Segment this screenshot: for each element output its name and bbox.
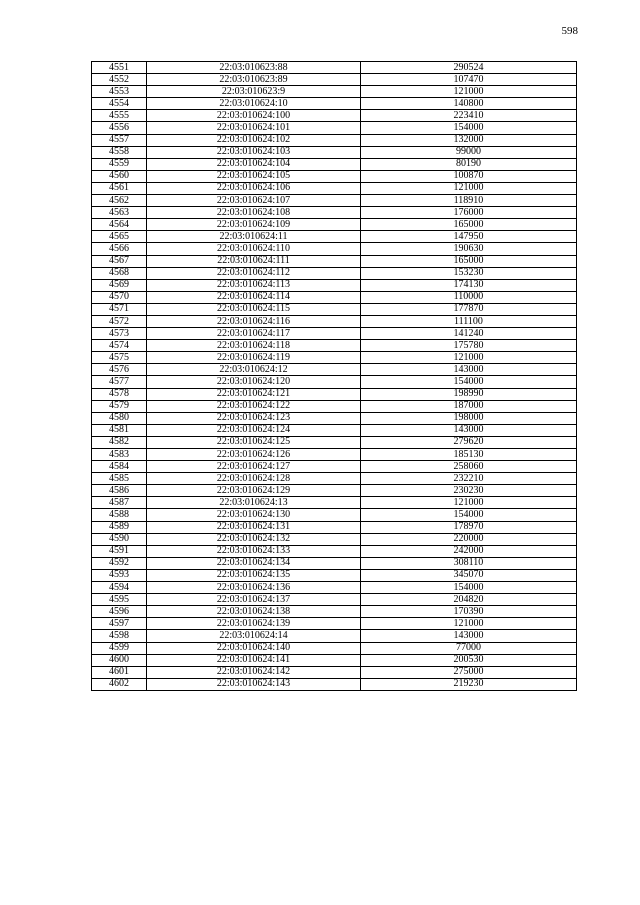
row-number-cell: 4553 [92, 86, 147, 98]
value-cell: 121000 [361, 618, 577, 630]
table-row [92, 315, 577, 327]
value-cell: 178970 [361, 521, 577, 533]
value-cell: 290524 [361, 62, 577, 74]
row-number-cell: 4592 [92, 557, 147, 569]
row-number-cell: 4577 [92, 376, 147, 388]
cadastral-number-cell: 22:03:010624:131 [147, 521, 361, 533]
row-number-cell: 4564 [92, 219, 147, 231]
value-cell: 80190 [361, 158, 577, 170]
row-number-cell: 4558 [92, 146, 147, 158]
value-cell: 141240 [361, 328, 577, 340]
value-cell: 198000 [361, 412, 577, 424]
row-number-cell: 4563 [92, 207, 147, 219]
cadastral-number-cell: 22:03:010624:134 [147, 557, 361, 569]
table-row [92, 207, 577, 219]
row-number-cell: 4582 [92, 436, 147, 448]
value-cell: 100870 [361, 170, 577, 182]
cadastral-number-cell: 22:03:010624:137 [147, 594, 361, 606]
value-cell: 223410 [361, 110, 577, 122]
row-number-cell: 4598 [92, 630, 147, 642]
table-row [92, 521, 577, 533]
table-row [92, 436, 577, 448]
value-cell: 143000 [361, 630, 577, 642]
value-cell: 204820 [361, 594, 577, 606]
row-number-cell: 4591 [92, 545, 147, 557]
cadastral-number-cell: 22:03:010624:111 [147, 255, 361, 267]
value-cell: 121000 [361, 86, 577, 98]
table-row [92, 678, 577, 690]
cadastral-number-cell: 22:03:010624:109 [147, 219, 361, 231]
cadastral-number-cell: 22:03:010624:101 [147, 122, 361, 134]
value-cell: 220000 [361, 533, 577, 545]
row-number-cell: 4569 [92, 279, 147, 291]
row-number-cell: 4578 [92, 388, 147, 400]
cadastral-number-cell: 22:03:010624:129 [147, 485, 361, 497]
value-cell: 308110 [361, 557, 577, 569]
table-row [92, 158, 577, 170]
table-row [92, 485, 577, 497]
table-row [92, 557, 577, 569]
row-number-cell: 4594 [92, 582, 147, 594]
value-cell: 230230 [361, 485, 577, 497]
value-cell: 345070 [361, 569, 577, 581]
row-number-cell: 4565 [92, 231, 147, 243]
row-number-cell: 4600 [92, 654, 147, 666]
cadastral-number-cell: 22:03:010624:128 [147, 473, 361, 485]
cadastral-number-cell: 22:03:010624:105 [147, 170, 361, 182]
cadastral-number-cell: 22:03:010624:136 [147, 582, 361, 594]
cadastral-number-cell: 22:03:010623:9 [147, 86, 361, 98]
table-row [92, 146, 577, 158]
table-row [92, 74, 577, 86]
table-row [92, 388, 577, 400]
table-row [92, 182, 577, 194]
table-row [92, 497, 577, 509]
value-cell: 107470 [361, 74, 577, 86]
value-cell: 154000 [361, 582, 577, 594]
row-number-cell: 4587 [92, 497, 147, 509]
value-cell: 242000 [361, 545, 577, 557]
row-number-cell: 4562 [92, 195, 147, 207]
row-number-cell: 4580 [92, 412, 147, 424]
row-number-cell: 4575 [92, 352, 147, 364]
table-row [92, 243, 577, 255]
value-cell: 99000 [361, 146, 577, 158]
cadastral-number-cell: 22:03:010624:125 [147, 436, 361, 448]
row-number-cell: 4583 [92, 449, 147, 461]
table-row [92, 654, 577, 666]
page-number: 598 [561, 25, 578, 37]
value-cell: 143000 [361, 364, 577, 376]
table-row [92, 352, 577, 364]
value-cell: 147950 [361, 231, 577, 243]
row-number-cell: 4555 [92, 110, 147, 122]
cadastral-number-cell: 22:03:010624:103 [147, 146, 361, 158]
cadastral-number-cell: 22:03:010624:123 [147, 412, 361, 424]
value-cell: 185130 [361, 449, 577, 461]
cadastral-number-cell: 22:03:010623:89 [147, 74, 361, 86]
cadastral-number-cell: 22:03:010624:138 [147, 606, 361, 618]
table-row [92, 666, 577, 678]
value-cell: 175780 [361, 340, 577, 352]
row-number-cell: 4557 [92, 134, 147, 146]
row-number-cell: 4559 [92, 158, 147, 170]
row-number-cell: 4566 [92, 243, 147, 255]
row-number-cell: 4551 [92, 62, 147, 74]
cadastral-number-cell: 22:03:010624:11 [147, 231, 361, 243]
row-number-cell: 4576 [92, 364, 147, 376]
cadastral-number-cell: 22:03:010624:116 [147, 315, 361, 327]
row-number-cell: 4571 [92, 303, 147, 315]
cadastral-number-cell: 22:03:010624:12 [147, 364, 361, 376]
table-row [92, 364, 577, 376]
row-number-cell: 4584 [92, 461, 147, 473]
table-row [92, 533, 577, 545]
cadastral-number-cell: 22:03:010624:130 [147, 509, 361, 521]
registry-table-body [92, 62, 577, 691]
cadastral-number-cell: 22:03:010624:118 [147, 340, 361, 352]
cadastral-number-cell: 22:03:010624:142 [147, 666, 361, 678]
value-cell: 165000 [361, 219, 577, 231]
value-cell: 232210 [361, 473, 577, 485]
value-cell: 176000 [361, 207, 577, 219]
cadastral-number-cell: 22:03:010624:140 [147, 642, 361, 654]
row-number-cell: 4593 [92, 569, 147, 581]
cadastral-number-cell: 22:03:010624:13 [147, 497, 361, 509]
value-cell: 190630 [361, 243, 577, 255]
value-cell: 118910 [361, 195, 577, 207]
table-row [92, 86, 577, 98]
cadastral-number-cell: 22:03:010624:141 [147, 654, 361, 666]
cadastral-number-cell: 22:03:010624:119 [147, 352, 361, 364]
cadastral-number-cell: 22:03:010624:117 [147, 328, 361, 340]
table-row [92, 449, 577, 461]
value-cell: 154000 [361, 122, 577, 134]
value-cell: 187000 [361, 400, 577, 412]
value-cell: 174130 [361, 279, 577, 291]
table-row [92, 642, 577, 654]
value-cell: 177870 [361, 303, 577, 315]
table-row [92, 279, 577, 291]
row-number-cell: 4561 [92, 182, 147, 194]
cadastral-number-cell: 22:03:010624:120 [147, 376, 361, 388]
value-cell: 110000 [361, 291, 577, 303]
value-cell: 121000 [361, 182, 577, 194]
row-number-cell: 4579 [92, 400, 147, 412]
registry-table [91, 61, 577, 691]
row-number-cell: 4556 [92, 122, 147, 134]
row-number-cell: 4567 [92, 255, 147, 267]
table-row [92, 340, 577, 352]
table-row [92, 509, 577, 521]
table-row [92, 303, 577, 315]
value-cell: 153230 [361, 267, 577, 279]
value-cell: 165000 [361, 255, 577, 267]
table-row [92, 134, 577, 146]
row-number-cell: 4589 [92, 521, 147, 533]
cadastral-number-cell: 22:03:010624:14 [147, 630, 361, 642]
value-cell: 200530 [361, 654, 577, 666]
table-row [92, 461, 577, 473]
cadastral-number-cell: 22:03:010624:127 [147, 461, 361, 473]
cadastral-number-cell: 22:03:010624:100 [147, 110, 361, 122]
table-row [92, 170, 577, 182]
cadastral-number-cell: 22:03:010624:10 [147, 98, 361, 110]
row-number-cell: 4560 [92, 170, 147, 182]
row-number-cell: 4597 [92, 618, 147, 630]
row-number-cell: 4590 [92, 533, 147, 545]
table-row [92, 400, 577, 412]
table-row [92, 231, 577, 243]
cadastral-number-cell: 22:03:010624:121 [147, 388, 361, 400]
cadastral-number-cell: 22:03:010624:124 [147, 424, 361, 436]
value-cell: 140800 [361, 98, 577, 110]
value-cell: 154000 [361, 509, 577, 521]
row-number-cell: 4573 [92, 328, 147, 340]
table-row [92, 569, 577, 581]
table-row [92, 606, 577, 618]
value-cell: 279620 [361, 436, 577, 448]
row-number-cell: 4601 [92, 666, 147, 678]
row-number-cell: 4588 [92, 509, 147, 521]
value-cell: 143000 [361, 424, 577, 436]
cadastral-number-cell: 22:03:010624:126 [147, 449, 361, 461]
cadastral-number-cell: 22:03:010624:106 [147, 182, 361, 194]
row-number-cell: 4574 [92, 340, 147, 352]
value-cell: 132000 [361, 134, 577, 146]
cadastral-number-cell: 22:03:010624:102 [147, 134, 361, 146]
table-row [92, 473, 577, 485]
table-row [92, 545, 577, 557]
row-number-cell: 4602 [92, 678, 147, 690]
cadastral-number-cell: 22:03:010623:88 [147, 62, 361, 74]
row-number-cell: 4554 [92, 98, 147, 110]
cadastral-number-cell: 22:03:010624:107 [147, 195, 361, 207]
table-row [92, 328, 577, 340]
cadastral-number-cell: 22:03:010624:139 [147, 618, 361, 630]
row-number-cell: 4570 [92, 291, 147, 303]
table-row [92, 122, 577, 134]
value-cell: 121000 [361, 352, 577, 364]
cadastral-number-cell: 22:03:010624:110 [147, 243, 361, 255]
table-row [92, 630, 577, 642]
value-cell: 154000 [361, 376, 577, 388]
value-cell: 111100 [361, 315, 577, 327]
value-cell: 121000 [361, 497, 577, 509]
cadastral-number-cell: 22:03:010624:132 [147, 533, 361, 545]
cadastral-number-cell: 22:03:010624:115 [147, 303, 361, 315]
row-number-cell: 4599 [92, 642, 147, 654]
value-cell: 219230 [361, 678, 577, 690]
cadastral-number-cell: 22:03:010624:122 [147, 400, 361, 412]
value-cell: 198990 [361, 388, 577, 400]
table-row [92, 219, 577, 231]
row-number-cell: 4586 [92, 485, 147, 497]
value-cell: 275000 [361, 666, 577, 678]
cadastral-number-cell: 22:03:010624:114 [147, 291, 361, 303]
value-cell: 77000 [361, 642, 577, 654]
row-number-cell: 4572 [92, 315, 147, 327]
table-row [92, 376, 577, 388]
table-row [92, 255, 577, 267]
table-row [92, 582, 577, 594]
row-number-cell: 4585 [92, 473, 147, 485]
row-number-cell: 4552 [92, 74, 147, 86]
cadastral-number-cell: 22:03:010624:104 [147, 158, 361, 170]
table-row [92, 594, 577, 606]
table-row [92, 267, 577, 279]
cadastral-number-cell: 22:03:010624:112 [147, 267, 361, 279]
value-cell: 258060 [361, 461, 577, 473]
value-cell: 170390 [361, 606, 577, 618]
table-row [92, 412, 577, 424]
table-row [92, 424, 577, 436]
cadastral-number-cell: 22:03:010624:143 [147, 678, 361, 690]
cadastral-number-cell: 22:03:010624:113 [147, 279, 361, 291]
row-number-cell: 4595 [92, 594, 147, 606]
cadastral-number-cell: 22:03:010624:135 [147, 569, 361, 581]
cadastral-number-cell: 22:03:010624:108 [147, 207, 361, 219]
row-number-cell: 4581 [92, 424, 147, 436]
table-row [92, 618, 577, 630]
cadastral-number-cell: 22:03:010624:133 [147, 545, 361, 557]
table-row [92, 98, 577, 110]
table-row [92, 291, 577, 303]
table-row [92, 110, 577, 122]
row-number-cell: 4568 [92, 267, 147, 279]
table-row [92, 62, 577, 74]
row-number-cell: 4596 [92, 606, 147, 618]
table-row [92, 195, 577, 207]
